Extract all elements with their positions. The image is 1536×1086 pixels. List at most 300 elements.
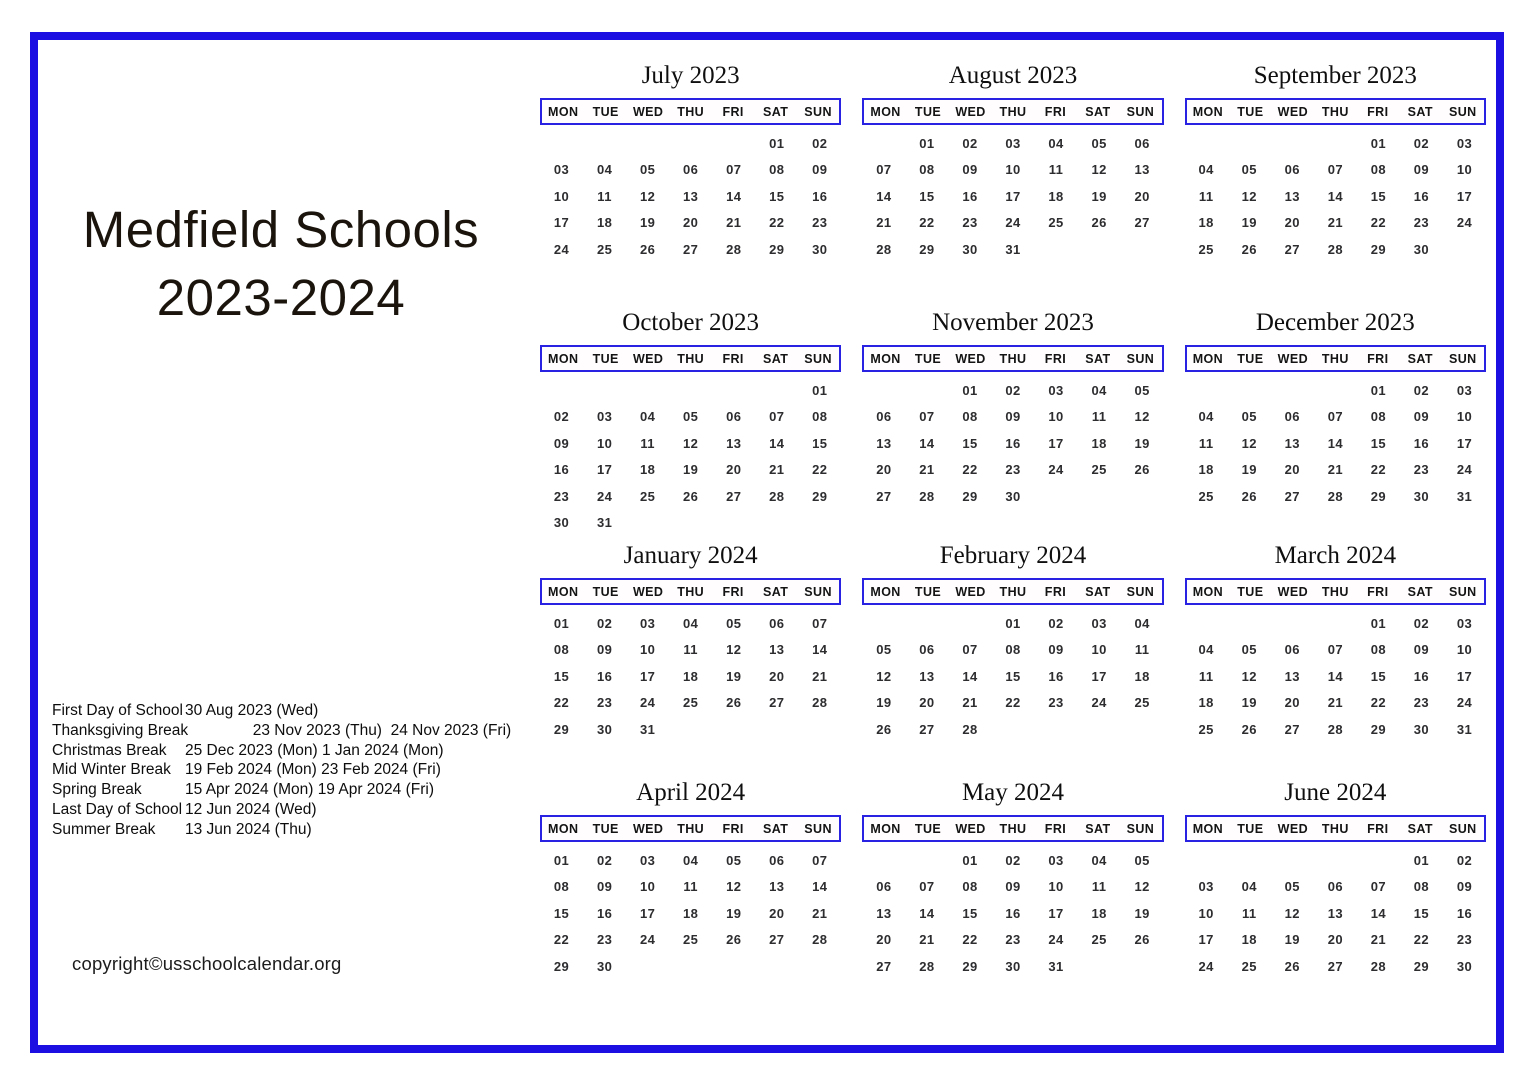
weekday-label-fri: FRI (1367, 351, 1389, 366)
weekday-label-sun: SUN (1126, 821, 1155, 836)
key-date-label: Thanksgiving Break (52, 721, 189, 739)
week-row (1185, 157, 1486, 184)
day-cell: 02 (812, 135, 828, 151)
weekday-label-sat: SAT (762, 104, 789, 119)
weekday-label-mon: MON (1192, 351, 1224, 366)
month-title: May 2024 (961, 779, 1065, 806)
week-row (862, 210, 1163, 237)
weekday-label-sat: SAT (1085, 104, 1111, 119)
weekday-label-wed: WED (1277, 351, 1309, 366)
day-cell: 30 (596, 721, 613, 737)
day-cell: 01 (1413, 852, 1430, 868)
week-row (1185, 130, 1486, 157)
day-cell: 18 (1198, 462, 1214, 478)
month-calendar-june-2024 (1185, 779, 1486, 980)
week-row (1185, 874, 1486, 901)
day-cell: 17 (1456, 668, 1473, 684)
key-date-label: Last Day of School (52, 800, 183, 818)
day-cell: 14 (812, 642, 828, 658)
day-cell: 25 (683, 932, 699, 948)
day-cell: 07 (1327, 642, 1343, 658)
weekday-label-sat: SAT (1085, 584, 1111, 599)
weeks-block (540, 847, 841, 980)
day-cell: 26 (1091, 215, 1107, 231)
week-row (1185, 610, 1486, 637)
week-row (1185, 210, 1486, 237)
day-cell: 22 (1005, 695, 1021, 711)
day-cell: 21 (1327, 695, 1343, 711)
day-cell: 20 (769, 668, 785, 684)
day-cell: 03 (639, 852, 656, 868)
day-cell: 27 (876, 488, 892, 504)
day-cell: 31 (1048, 958, 1064, 974)
day-cell: 05 (1134, 852, 1150, 868)
day-cell: 11 (1198, 188, 1214, 204)
day-cell: 21 (876, 215, 892, 231)
weekday-header-row (862, 345, 1163, 372)
day-cell: 25 (1091, 932, 1107, 948)
day-cell: 23 (553, 488, 570, 504)
key-date-label: Mid Winter Break (52, 761, 171, 779)
day-cell: 18 (1091, 435, 1107, 451)
day-cell: 23 (1048, 695, 1064, 711)
day-cell: 06 (683, 162, 699, 178)
day-cell: 15 (553, 905, 570, 921)
day-cell: 11 (1134, 642, 1150, 658)
day-cell: 05 (1284, 879, 1300, 895)
week-row (862, 236, 1163, 263)
week-row (540, 900, 841, 927)
day-cell: 14 (726, 188, 742, 204)
day-cell: 28 (1370, 958, 1386, 974)
day-cell: 24 (596, 488, 613, 504)
day-cell: 07 (919, 879, 935, 895)
month-title: November 2023 (932, 309, 1094, 336)
day-cell: 18 (683, 668, 699, 684)
weekday-label-wed: WED (1277, 821, 1309, 836)
week-row (1185, 430, 1486, 457)
day-cell: 03 (1005, 135, 1021, 151)
day-cell: 10 (1456, 409, 1473, 425)
week-row (540, 157, 841, 184)
copyright-text: copyright©usschoolcalendar.org (72, 953, 342, 974)
day-cell: 30 (1005, 958, 1021, 974)
day-cell: 03 (1456, 615, 1473, 631)
day-cell: 10 (1048, 879, 1064, 895)
day-cell: 02 (596, 852, 613, 868)
day-cell: 28 (812, 695, 828, 711)
month-calendar-march-2024 (1185, 542, 1486, 743)
day-cell: 06 (726, 409, 742, 425)
day-cell: 14 (876, 188, 892, 204)
weekday-label-fri: FRI (722, 584, 744, 599)
day-cell: 13 (1284, 188, 1300, 204)
day-cell: 21 (1327, 215, 1343, 231)
day-cell: 25 (1241, 958, 1257, 974)
day-cell: 13 (876, 435, 892, 451)
weekday-header-row (540, 815, 841, 842)
day-cell: 28 (1327, 241, 1343, 257)
day-cell: 27 (1134, 215, 1150, 231)
week-row (862, 430, 1163, 457)
day-cell: 08 (1413, 879, 1430, 895)
week-row (862, 716, 1163, 743)
weekday-header-row (540, 345, 841, 372)
weekday-label-wed: WED (632, 584, 664, 599)
day-cell: 17 (553, 215, 570, 231)
day-cell: 16 (1413, 668, 1430, 684)
day-cell: 25 (1198, 488, 1214, 504)
key-date-value: 13 Jun 2024 (Thu) (185, 820, 312, 838)
weekday-label-sat: SAT (1407, 104, 1433, 119)
weekday-label-wed: WED (632, 104, 664, 119)
day-cell: 16 (553, 462, 570, 478)
key-date-value: 15 Apr 2024 (Mon) 19 Apr 2024 (Fri) (185, 781, 434, 799)
day-cell: 09 (553, 435, 570, 451)
weekday-label-thu: THU (677, 104, 705, 119)
day-cell: 04 (1198, 642, 1214, 658)
day-cell: 24 (1005, 215, 1021, 231)
weeks-block (862, 847, 1163, 980)
day-cell: 13 (919, 668, 935, 684)
weekday-label-mon: MON (1192, 104, 1224, 119)
day-cell: 18 (1134, 668, 1150, 684)
month-calendar-december-2023 (1185, 309, 1486, 510)
key-date-label: First Day of School (52, 702, 183, 719)
day-cell: 04 (639, 409, 656, 425)
day-cell: 21 (726, 215, 742, 231)
day-cell: 01 (1370, 135, 1386, 151)
key-date-row (52, 800, 511, 820)
week-row (540, 210, 841, 237)
day-cell: 06 (769, 852, 785, 868)
day-cell: 06 (876, 879, 892, 895)
day-cell: 18 (683, 905, 699, 921)
day-cell: 31 (639, 721, 656, 737)
day-cell: 24 (1456, 462, 1473, 478)
day-cell: 24 (553, 241, 570, 257)
day-cell: 30 (1413, 488, 1430, 504)
day-cell: 14 (812, 879, 828, 895)
day-cell: 29 (919, 241, 935, 257)
day-cell: 24 (1048, 932, 1064, 948)
weekday-header-row (1185, 345, 1486, 372)
day-cell: 26 (726, 932, 742, 948)
weekday-label-thu: THU (999, 821, 1027, 836)
day-cell: 31 (1456, 721, 1473, 737)
weekday-label-mon: MON (548, 584, 579, 599)
day-cell: 19 (876, 695, 892, 711)
weekday-label-sun: SUN (1126, 351, 1155, 366)
day-cell: 30 (1456, 958, 1473, 974)
weekday-label-tue: TUE (914, 104, 942, 119)
day-cell: 29 (553, 721, 570, 737)
day-cell: 18 (1241, 932, 1257, 948)
weekday-label-mon: MON (1192, 584, 1224, 599)
weekday-label-fri: FRI (1367, 104, 1389, 119)
day-cell: 29 (962, 488, 978, 504)
day-cell: 27 (769, 932, 785, 948)
month-calendar-september-2023 (1185, 62, 1486, 263)
day-cell: 17 (1005, 188, 1021, 204)
day-cell: 26 (1134, 932, 1150, 948)
day-cell: 21 (1370, 932, 1386, 948)
weekday-label-sun: SUN (1126, 584, 1155, 599)
day-cell: 11 (1198, 668, 1214, 684)
weekday-label-sun: SUN (804, 351, 832, 366)
day-cell: 09 (1413, 162, 1430, 178)
weekday-label-tue: TUE (914, 821, 942, 836)
day-cell: 26 (1284, 958, 1300, 974)
month-calendar-april-2024 (540, 779, 841, 980)
day-cell: 05 (876, 642, 892, 658)
weekday-label-mon: MON (1192, 821, 1224, 836)
day-cell: 23 (1413, 462, 1430, 478)
day-cell: 15 (553, 668, 570, 684)
weekday-label-sat: SAT (1407, 584, 1433, 599)
day-cell: 17 (639, 905, 656, 921)
day-cell: 16 (1005, 435, 1021, 451)
week-row (1185, 637, 1486, 664)
day-cell: 05 (683, 409, 699, 425)
day-cell: 20 (1284, 695, 1300, 711)
week-row (1185, 183, 1486, 210)
week-row (540, 236, 841, 263)
weekday-label-thu: THU (1321, 104, 1349, 119)
day-cell: 30 (1413, 721, 1430, 737)
day-cell: 21 (919, 932, 935, 948)
day-cell: 12 (1241, 668, 1257, 684)
day-cell: 09 (812, 162, 828, 178)
week-row (1185, 900, 1486, 927)
day-cell: 07 (812, 852, 828, 868)
day-cell: 19 (726, 905, 742, 921)
month-calendar-may-2024 (862, 779, 1163, 980)
weeks-block (1185, 610, 1486, 743)
day-cell: 02 (1005, 852, 1021, 868)
weekday-label-tue: TUE (592, 351, 619, 366)
day-cell: 22 (553, 695, 570, 711)
weekday-label-fri: FRI (722, 351, 744, 366)
weeks-block (1185, 377, 1486, 510)
day-cell: 15 (1370, 188, 1386, 204)
day-cell: 17 (1198, 932, 1214, 948)
day-cell: 01 (553, 615, 570, 631)
day-cell: 08 (1370, 409, 1386, 425)
day-cell: 16 (1456, 905, 1473, 921)
weekday-label-tue: TUE (914, 584, 942, 599)
day-cell: 21 (919, 462, 935, 478)
day-cell: 29 (769, 241, 785, 257)
weekday-label-sat: SAT (1085, 821, 1111, 836)
day-cell: 22 (962, 932, 978, 948)
day-cell: 24 (1456, 695, 1473, 711)
day-cell: 29 (1370, 241, 1386, 257)
day-cell: 20 (683, 215, 699, 231)
weekday-label-tue: TUE (1237, 584, 1264, 599)
day-cell: 19 (1241, 215, 1257, 231)
week-row (862, 130, 1163, 157)
month-title: March 2024 (1274, 542, 1397, 569)
day-cell: 22 (553, 932, 570, 948)
day-cell: 16 (812, 188, 828, 204)
week-row (862, 953, 1163, 980)
day-cell: 29 (1370, 488, 1386, 504)
day-cell: 02 (1005, 382, 1021, 398)
day-cell: 30 (1005, 488, 1021, 504)
day-cell: 28 (812, 932, 828, 948)
week-row (862, 663, 1163, 690)
weekday-label-thu: THU (999, 104, 1027, 119)
week-row (862, 900, 1163, 927)
weekday-header-row (1185, 815, 1486, 842)
week-row (862, 874, 1163, 901)
day-cell: 20 (769, 905, 785, 921)
weekday-label-sun: SUN (804, 821, 832, 836)
month-title: February 2024 (939, 542, 1087, 569)
day-cell: 09 (1413, 642, 1430, 658)
weeks-block (540, 377, 841, 536)
weekday-label-wed: WED (955, 104, 986, 119)
month-title: December 2023 (1255, 309, 1415, 336)
day-cell: 15 (962, 435, 978, 451)
weekday-label-sun: SUN (1126, 104, 1155, 119)
day-cell: 20 (876, 462, 892, 478)
day-cell: 09 (1005, 409, 1021, 425)
day-cell: 02 (596, 615, 613, 631)
page-title-line2: 2023-2024 (156, 268, 406, 326)
day-cell: 10 (1091, 642, 1107, 658)
day-cell: 14 (769, 435, 785, 451)
week-row (862, 404, 1163, 431)
day-cell: 27 (683, 241, 699, 257)
day-cell: 20 (919, 695, 935, 711)
month-calendar-august-2023 (862, 62, 1163, 263)
day-cell: 03 (1091, 615, 1107, 631)
weekday-label-thu: THU (1321, 351, 1349, 366)
day-cell: 23 (1413, 215, 1430, 231)
day-cell: 06 (1134, 135, 1150, 151)
day-cell: 10 (1456, 642, 1473, 658)
day-cell: 30 (1413, 241, 1430, 257)
day-cell: 03 (1456, 382, 1473, 398)
day-cell: 08 (1370, 642, 1386, 658)
day-cell: 27 (1327, 958, 1343, 974)
day-cell: 21 (812, 905, 828, 921)
day-cell: 05 (1091, 135, 1107, 151)
day-cell: 30 (962, 241, 978, 257)
key-date-value: 19 Feb 2024 (Mon) 23 Feb 2024 (Fri) (185, 761, 441, 779)
day-cell: 16 (1005, 905, 1021, 921)
day-cell: 22 (1370, 215, 1386, 231)
week-row (540, 130, 841, 157)
weekday-label-thu: THU (1321, 584, 1349, 599)
day-cell: 01 (812, 382, 828, 398)
day-cell: 20 (1134, 188, 1150, 204)
month-calendar-october-2023 (540, 309, 841, 536)
week-row (540, 430, 841, 457)
weekday-label-thu: THU (1321, 821, 1349, 836)
key-date-row (52, 741, 511, 761)
day-cell: 22 (1413, 932, 1430, 948)
weekday-label-mon: MON (548, 351, 579, 366)
day-cell: 28 (919, 958, 935, 974)
day-cell: 02 (1413, 382, 1430, 398)
weekday-label-sun: SUN (1448, 104, 1477, 119)
weekday-label-thu: THU (999, 351, 1027, 366)
day-cell: 26 (876, 721, 892, 737)
day-cell: 17 (596, 462, 613, 478)
day-cell: 05 (1134, 382, 1150, 398)
week-row (1185, 690, 1486, 717)
day-cell: 09 (596, 642, 613, 658)
day-cell: 27 (1284, 488, 1300, 504)
day-cell: 16 (596, 668, 613, 684)
weekday-label-wed: WED (955, 584, 986, 599)
month-title: October 2023 (622, 309, 760, 336)
day-cell: 18 (639, 462, 656, 478)
day-cell: 16 (1413, 188, 1430, 204)
day-cell: 22 (769, 215, 785, 231)
week-row (862, 610, 1163, 637)
week-row (862, 457, 1163, 484)
day-cell: 09 (962, 162, 978, 178)
day-cell: 09 (1005, 879, 1021, 895)
day-cell: 24 (1091, 695, 1107, 711)
day-cell: 28 (726, 241, 742, 257)
week-row (862, 847, 1163, 874)
weekday-label-fri: FRI (1044, 584, 1067, 599)
day-cell: 04 (1091, 382, 1107, 398)
day-cell: 17 (639, 668, 656, 684)
day-cell: 11 (597, 188, 612, 204)
day-cell: 03 (596, 409, 613, 425)
day-cell: 19 (1241, 462, 1257, 478)
week-row (540, 874, 841, 901)
day-cell: 14 (1327, 435, 1343, 451)
weekday-label-fri: FRI (722, 104, 744, 119)
day-cell: 01 (1005, 615, 1021, 631)
day-cell: 10 (639, 879, 656, 895)
day-cell: 02 (1413, 135, 1430, 151)
week-row (862, 157, 1163, 184)
day-cell: 04 (1134, 615, 1150, 631)
week-row (540, 690, 841, 717)
weekday-label-sat: SAT (762, 821, 789, 836)
week-row (540, 483, 841, 510)
week-row (540, 953, 841, 980)
day-cell: 24 (639, 932, 656, 948)
day-cell: 12 (1241, 435, 1257, 451)
day-cell: 10 (596, 435, 613, 451)
day-cell: 18 (1048, 188, 1064, 204)
day-cell: 26 (1241, 488, 1257, 504)
day-cell: 19 (1134, 905, 1150, 921)
day-cell: 26 (683, 488, 699, 504)
week-row (1185, 847, 1486, 874)
weekday-label-wed: WED (955, 821, 986, 836)
day-cell: 01 (962, 852, 978, 868)
day-cell: 30 (812, 241, 828, 257)
day-cell: 15 (812, 435, 828, 451)
day-cell: 23 (1005, 932, 1021, 948)
weekday-label-thu: THU (677, 821, 705, 836)
day-cell: 02 (1413, 615, 1430, 631)
day-cell: 28 (1327, 488, 1343, 504)
day-cell: 19 (1241, 695, 1257, 711)
day-cell: 12 (683, 435, 699, 451)
day-cell: 13 (683, 188, 699, 204)
